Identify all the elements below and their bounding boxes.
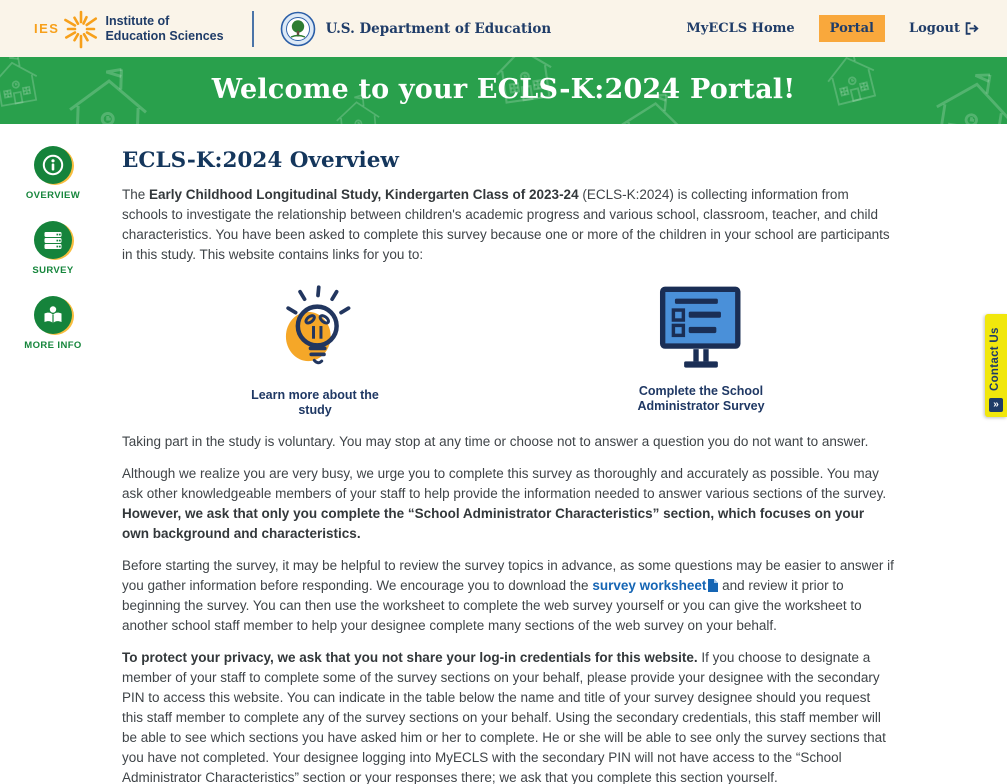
pdf-file-icon: [706, 578, 718, 593]
banner-title: Welcome to your ECLS-K:2024 Portal!: [211, 74, 796, 105]
overview-circle: [34, 146, 72, 184]
ed-seal-icon: [280, 11, 316, 47]
ies-logo-text: IES: [34, 21, 60, 36]
info-icon: [41, 153, 65, 177]
ies-sunburst-icon: [61, 8, 101, 50]
text: Before starting the survey, it may be helpful to review the survey topics in advance, as some questions may be easier to answer if you gather information before responding. We encourage you to download the: [122, 558, 894, 593]
top-header: [0, 0, 1007, 57]
sidebar-item-label: SURVEY: [32, 265, 74, 276]
ies-name: [105, 14, 223, 44]
lightbulb-icon: [274, 283, 356, 381]
paragraph: [122, 432, 894, 452]
nav-portal[interactable]: Portal: [819, 15, 885, 42]
survey-monitor-icon: [655, 283, 747, 377]
page-title: ECLS-K:2024 Overview: [122, 148, 399, 173]
paragraph: [122, 648, 894, 784]
text: If you choose to designate a member of your staff to complete some of the survey sections on your behalf, please provide your designee with the secondary PIN to access this website. You can indicate in the table below the name and title of your survey designee should you request this staff member to complete any of the survey sections on your behalf. Using the secondary credentials, this staff member will be able to see which sections you have asked him or her to complete. He or she will be able to see only the survey sections that you have not completed. Your designee logging into MyECLS with the secondary PIN will not have access to the “School Administrator Characteristics” section or your responses there; we ask that you complete this section yourself.: [122, 650, 886, 784]
sidebar-item-survey[interactable]: [32, 221, 73, 276]
nav-logout[interactable]: Logout: [909, 21, 979, 36]
book-reader-icon: [41, 303, 65, 327]
survey-list-icon: [41, 228, 65, 252]
text: The: [122, 187, 150, 202]
action-cards: [122, 283, 894, 418]
chevrons-icon: »: [989, 398, 1003, 412]
sidebar-item-more-info[interactable]: [24, 296, 81, 351]
dept-label: U.S. Department of Education: [325, 20, 552, 37]
intro-paragraph: [122, 185, 894, 265]
sidebar-item-label: MORE INFO: [24, 340, 82, 351]
main-content: [122, 124, 894, 784]
contact-us-tab[interactable]: [985, 314, 1007, 417]
survey-card[interactable]: [508, 283, 894, 418]
content-paragraphs: [122, 432, 894, 784]
header-divider: [252, 11, 254, 47]
text: (ECLS-K:2024) is collecting information from schools to investigate the relationship between children's academic progress and various school, classroom, teacher, and child characteristics. You have been asked to complete this survey because one or more of the children in your school are participants in this study. This website contains links for you to:: [122, 187, 890, 262]
ies-brand[interactable]: [34, 8, 224, 50]
bold-text: However, we ask that only you complete the “School Administrator Characteristics” section, which focuses on your own background and characteristics.: [122, 506, 865, 541]
bold-text: Early Childhood Longitudinal Study, Kindergarten Class of 2023-24: [149, 187, 579, 202]
nav-myecls-home[interactable]: MyECLS Home: [686, 21, 795, 36]
survey-circle: [34, 221, 72, 259]
text: Taking part in the study is voluntary. You may stop at any time or choose not to answer a question you do not want to answer.: [122, 434, 869, 449]
sidebar-item-label: OVERVIEW: [25, 190, 81, 201]
more-info-circle: [34, 296, 72, 334]
ed-brand[interactable]: [280, 11, 552, 47]
contact-us-label: Contact Us: [989, 327, 1001, 391]
paragraph: [122, 464, 894, 544]
ies-name-line1: Institute of: [105, 13, 170, 28]
ies-name-line2: Education Sciences: [105, 28, 224, 43]
logout-icon: [965, 22, 979, 35]
card-caption: Complete the School Administrator Survey: [637, 384, 765, 413]
learn-more-card[interactable]: [122, 283, 508, 418]
paragraph: [122, 556, 894, 636]
bold-text: To protect your privacy, we ask that you not share your log-in credentials for this website.: [122, 650, 702, 665]
content-area: [0, 124, 1007, 784]
survey-worksheet-link[interactable]: survey worksheet: [592, 578, 707, 593]
card-caption: Learn more about the study: [251, 388, 379, 417]
text: and review it prior to beginning the survey. You can then use the worksheet to complete the web survey yourself or you can give the worksheet to another school staff member to help your designee complete many sections of the web survey on your behalf.: [122, 578, 862, 633]
top-nav: [686, 15, 979, 42]
welcome-banner: [0, 57, 1007, 124]
text: Although we realize you are very busy, we urge you to complete this survey as thoroughly and accurately as possible. You may ask other knowledgeable members of your staff to help provide the information needed to answer various sections of the survey.: [122, 466, 887, 501]
sidebar-nav: [18, 146, 88, 351]
sidebar-item-overview[interactable]: [26, 146, 80, 201]
